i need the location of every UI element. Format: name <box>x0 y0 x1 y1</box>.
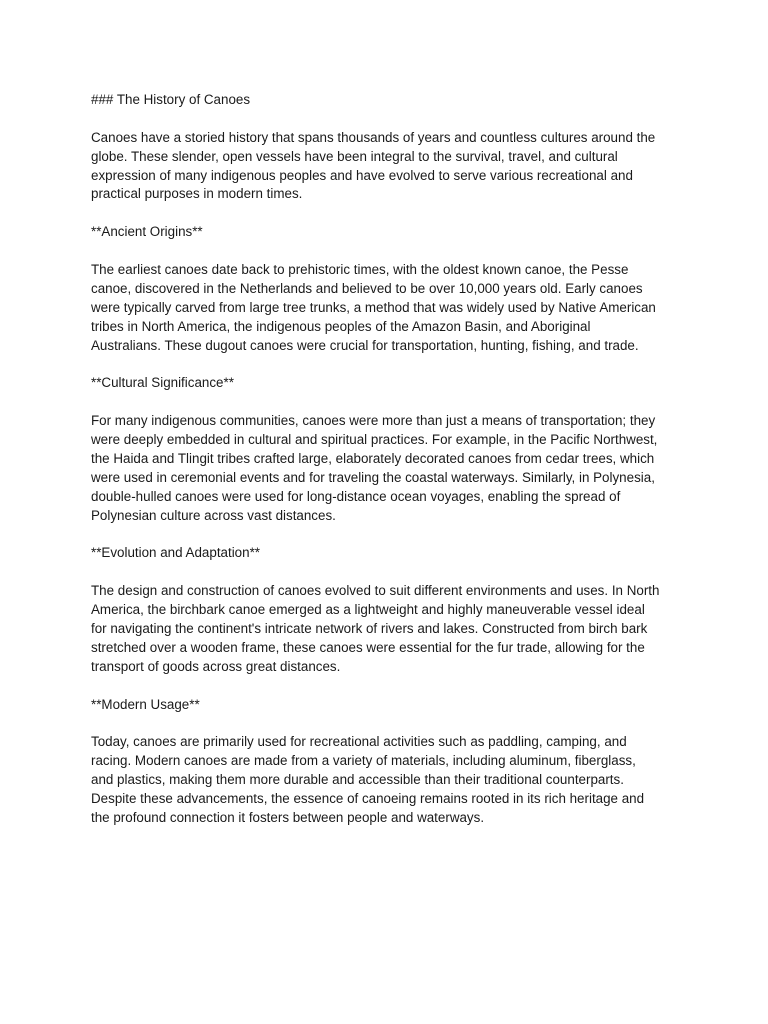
paragraph-line: Today, canoes are primarily used for recreational activities such as paddling, camping, and <box>91 734 627 750</box>
spacer <box>91 525 681 544</box>
spacer <box>91 714 681 733</box>
paragraph-line: were used in ceremonial events and for traveling the coastal waterways. Similarly, in Polynesia, <box>91 469 655 485</box>
paragraph-line: double-hulled canoes were used for long-distance ocean voyages, enabling the spread of <box>91 488 621 504</box>
spacer <box>91 677 681 696</box>
paragraph-line: For many indigenous communities, canoes were more than just a means of transportation; they <box>91 413 656 429</box>
spacer <box>91 204 681 223</box>
paragraph-line: The earliest canoes date back to prehistoric times, with the oldest known canoe, the Pesse <box>91 262 629 278</box>
paragraph-line: canoe, discovered in the Netherlands and believed to be over 10,000 years old. Early canoes <box>91 280 643 296</box>
section-heading-modern-usage: **Modern Usage** <box>91 696 200 712</box>
paragraph-line: globe. These slender, open vessels have been integral to the survival, travel, and cultural <box>91 148 618 164</box>
spacer <box>91 393 681 412</box>
section-paragraph-evolution-and-adaptation <box>91 582 681 676</box>
section-heading-evolution-and-adaptation: **Evolution and Adaptation** <box>91 545 261 561</box>
paragraph-line: Despite these advancements, the essence of canoeing remains rooted in its rich heritage and <box>91 790 645 806</box>
paragraph-line: the profound connection it fosters between people and waterways. <box>91 809 485 825</box>
paragraph-line: Polynesian culture across vast distances. <box>91 507 336 523</box>
paragraph-line: and plastics, making them more durable and accessible than their traditional counterparts. <box>91 772 624 788</box>
paragraph-line: the Haida and Tlingit tribes crafted large, elaborately decorated canoes from cedar trees, which <box>91 450 655 466</box>
paragraph-line: were deeply embedded in cultural and spiritual practices. For example, in the Pacific Northwest, <box>91 432 658 448</box>
paragraph-line: The design and construction of canoes evolved to suit different environments and uses. In North <box>91 583 660 599</box>
spacer <box>91 110 681 129</box>
paragraph-line: for navigating the continent's intricate network of rivers and lakes. Constructed from birch bark <box>91 620 648 636</box>
document-title: ### The History of Canoes <box>91 92 251 107</box>
section-paragraph-modern-usage <box>91 733 681 827</box>
section-paragraph-ancient-origins <box>91 261 681 355</box>
section-heading-ancient-origins: **Ancient Origins** <box>91 224 203 240</box>
paragraph-line: expression of many indigenous peoples and have evolved to serve various recreational and <box>91 167 633 183</box>
paragraph-line: tribes in North America, the indigenous peoples of the Amazon Basin, and Aboriginal <box>91 318 591 334</box>
paragraph-line: Australians. These dugout canoes were crucial for transportation, hunting, fishing, and trade. <box>91 337 639 353</box>
paragraph-line: practical purposes in modern times. <box>91 186 303 202</box>
paragraph-line: Canoes have a storied history that spans thousands of years and countless cultures around the <box>91 129 656 145</box>
spacer <box>91 355 681 374</box>
spacer <box>91 242 681 261</box>
paragraph-line: racing. Modern canoes are made from a variety of materials, including aluminum, fiberglass, <box>91 753 636 769</box>
section-heading-cultural-significance: **Cultural Significance** <box>91 375 234 391</box>
paragraph-line: were typically carved from large tree trunks, a method that was widely used by Native American <box>91 299 656 315</box>
spacer <box>91 563 681 582</box>
paragraph-line: America, the birchbark canoe emerged as a lightweight and highly maneuverable vessel ideal <box>91 602 645 618</box>
paragraph-line: transport of goods across great distances. <box>91 658 341 674</box>
section-paragraph-cultural-significance <box>91 412 681 525</box>
paragraph-line: stretched over a wooden frame, these canoes were essential for the fur trade, allowing for the <box>91 639 645 655</box>
intro-paragraph <box>91 129 681 205</box>
document-page <box>91 91 681 828</box>
